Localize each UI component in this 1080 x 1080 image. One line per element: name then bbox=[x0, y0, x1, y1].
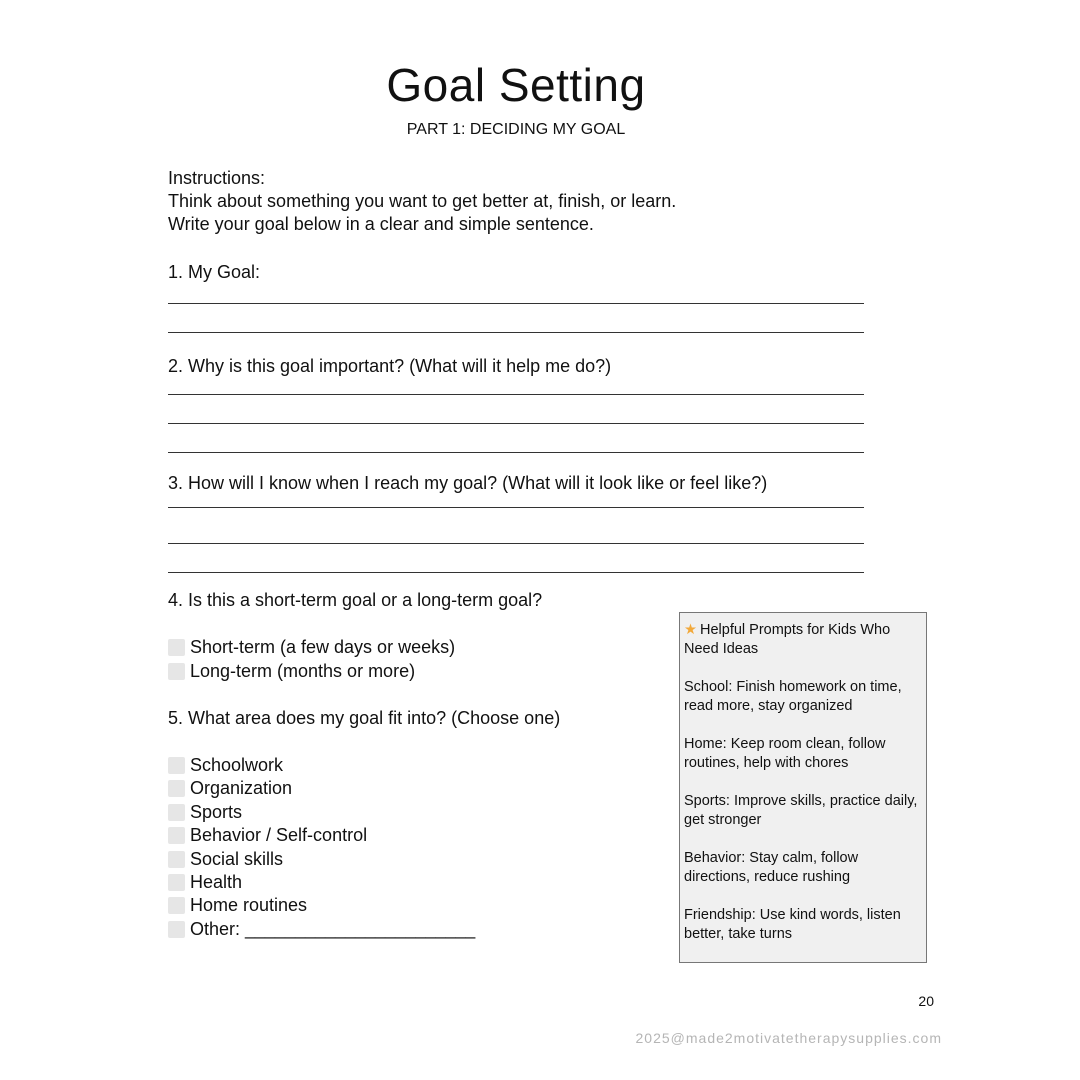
checkbox-icon[interactable] bbox=[168, 851, 185, 868]
checkbox-social-skills[interactable] bbox=[168, 848, 283, 870]
tip-item: School: Finish homework on time, read more, stay organized bbox=[684, 679, 902, 714]
checkbox-behavior[interactable] bbox=[168, 824, 367, 846]
checkbox-label: Long-term (months or more) bbox=[190, 660, 416, 681]
question-3-label: 3. How will I know when I reach my goal? (What will it look like or feel like?) bbox=[168, 473, 768, 493]
question-5-label: 5. What area does my goal fit into? (Choose one) bbox=[168, 708, 561, 728]
checkbox-icon[interactable] bbox=[168, 757, 185, 774]
answer-line[interactable] bbox=[168, 572, 864, 573]
tip-item: Home: Keep room clean, follow routines, help with chores bbox=[684, 736, 886, 771]
checkbox-icon[interactable] bbox=[168, 921, 185, 938]
checkbox-label: Other: _______________________ bbox=[190, 918, 476, 939]
answer-line[interactable] bbox=[168, 423, 864, 424]
tip-item: Sports: Improve skills, practice daily, get stronger bbox=[684, 793, 918, 828]
checkbox-sports[interactable] bbox=[168, 801, 242, 823]
page-number: 20 bbox=[918, 993, 934, 1009]
tips-heading bbox=[684, 621, 922, 659]
page-title: Goal Setting bbox=[386, 59, 646, 111]
answer-line[interactable] bbox=[168, 507, 864, 508]
checkbox-label: Social skills bbox=[190, 848, 284, 869]
tip-item: Behavior: Stay calm, follow directions, reduce rushing bbox=[684, 850, 859, 885]
checkbox-icon[interactable] bbox=[168, 780, 185, 797]
checkbox-icon[interactable] bbox=[168, 804, 185, 821]
question-4-label: 4. Is this a short-term goal or a long-term goal? bbox=[168, 590, 543, 610]
checkbox-health[interactable] bbox=[168, 871, 242, 893]
checkbox-icon[interactable] bbox=[168, 874, 185, 891]
checkbox-icon[interactable] bbox=[168, 663, 185, 680]
answer-line[interactable] bbox=[168, 543, 864, 544]
instructions-heading: Instructions: bbox=[168, 168, 266, 188]
checkbox-icon[interactable] bbox=[168, 827, 185, 844]
checkbox-icon[interactable] bbox=[168, 897, 185, 914]
checkbox-label: Schoolwork bbox=[190, 754, 284, 775]
answer-line[interactable] bbox=[168, 452, 864, 453]
checkbox-home-routines[interactable] bbox=[168, 894, 307, 916]
tip-item: Friendship: Use kind words, listen better, take turns bbox=[684, 907, 901, 942]
footer-copyright: 2025@made2motivatetherapysupplies.com bbox=[635, 1030, 942, 1046]
checkbox-label: Behavior / Self-control bbox=[190, 824, 368, 845]
checkbox-label: Organization bbox=[190, 777, 293, 798]
checkbox-long-term[interactable] bbox=[168, 660, 415, 682]
answer-line[interactable] bbox=[168, 332, 864, 333]
checkbox-label: Health bbox=[190, 871, 243, 892]
answer-line[interactable] bbox=[168, 303, 864, 304]
checkbox-short-term[interactable] bbox=[168, 636, 455, 658]
tips-heading-text: Helpful Prompts for Kids Who Need Ideas bbox=[684, 622, 891, 657]
answer-line[interactable] bbox=[168, 394, 864, 395]
question-1-label: 1. My Goal: bbox=[168, 262, 261, 282]
checkbox-other[interactable] bbox=[168, 918, 475, 940]
checkbox-label: Sports bbox=[190, 801, 243, 822]
question-2-label: 2. Why is this goal important? (What will it help me do?) bbox=[168, 356, 612, 376]
star-icon: ★ bbox=[684, 622, 697, 638]
instructions-line-2: Write your goal below in a clear and simple sentence. bbox=[168, 214, 594, 234]
checkbox-schoolwork[interactable] bbox=[168, 754, 283, 776]
checkbox-icon[interactable] bbox=[168, 639, 185, 656]
instructions-line-1: Think about something you want to get better at, finish, or learn. bbox=[168, 191, 677, 211]
helpful-prompts-box bbox=[679, 612, 927, 963]
checkbox-label: Home routines bbox=[190, 894, 308, 915]
page-subtitle: PART 1: DECIDING MY GOAL bbox=[406, 121, 626, 138]
checkbox-organization[interactable] bbox=[168, 777, 292, 799]
checkbox-label: Short-term (a few days or weeks) bbox=[190, 636, 456, 657]
